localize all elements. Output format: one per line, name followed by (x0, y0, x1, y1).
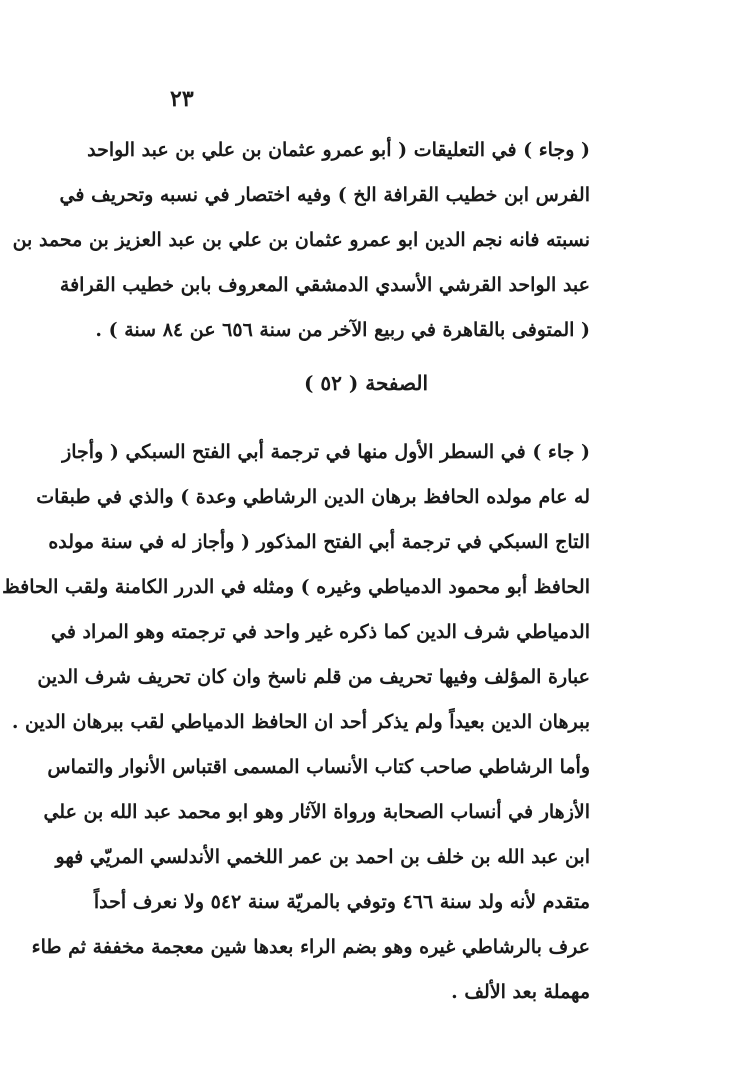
text-line: عبد الواحد القرشي الأسدي الدمشقي المعروف بابن خطيب القرافة (59, 274, 590, 296)
text-line: الأزهار في أنساب الصحابة ورواة الآثار وهو ابو محمد عبد الله بن علي (43, 801, 590, 823)
text-line: ( جاء ) في السطر الأول منها في ترجمة أبي الفتح السبكي ( وأجاز (62, 441, 590, 463)
paragraph-1 (12, 128, 590, 353)
text-line: مهملة بعد الألف . (451, 981, 590, 1003)
text-line: الدمياطي شرف الدين كما ذكره غير واحد في ترجمته وهو المراد في (51, 621, 590, 643)
text-line: عرف بالرشاطي غيره وهو بضم الراء بعدها شين معجمة مخففة ثم طاء (31, 936, 590, 958)
paragraph-2 (2, 430, 590, 1015)
text-line: له عام مولده الحافظ برهان الدين الرشاطي وعدة ) والذي في طبقات (36, 486, 590, 508)
section-heading: الصفحة ( ٥٢ ) (303, 371, 429, 395)
page-number: ٢٣ (170, 86, 194, 112)
text-line: وأما الرشاطي صاحب كتاب الأنساب المسمى اقتباس الأنوار والتماس (47, 756, 590, 778)
text-line: نسبته فانه نجم الدين ابو عمرو عثمان بن علي بن عبد العزيز بن محمد بن (12, 229, 590, 251)
text-line: ببرهان الدين بعيداً ولم يذكر أحد ان الحافظ الدمياطي لقب ببرهان الدين . (11, 711, 590, 733)
text-line: ( وجاء ) في التعليقات ( أبو عمرو عثمان بن علي بن عبد الواحد (87, 139, 590, 161)
text-line: الحافظ أبو محمود الدمياطي وغيره ) ومثله في الدرر الكامنة ولقب الحافظ (2, 576, 590, 598)
text-line: متقدم لأنه ولد سنة ٤٦٦ وتوفي بالمريّة سنة ٥٤٢ ولا نعرف أحداً (93, 891, 590, 913)
text-line: ابن عبد الله بن خلف بن احمد بن عمر اللخمي الأندلسي المريّي فهو (55, 846, 590, 868)
text-line: ( المتوفى بالقاهرة في ربيع الآخر من سنة ٦٥٦ عن ٨٤ سنة ) . (95, 319, 590, 341)
text-line: التاج السبكي في ترجمة أبي الفتح المذكور ( وأجاز له في سنة مولده (48, 531, 590, 553)
text-line: الفرس ابن خطيب القرافة الخ ) وفيه اختصار في نسبه وتحريف في (59, 184, 590, 206)
text-line: عبارة المؤلف وفيها تحريف من قلم ناسخ وان كان تحريف شرف الدين (37, 666, 590, 688)
